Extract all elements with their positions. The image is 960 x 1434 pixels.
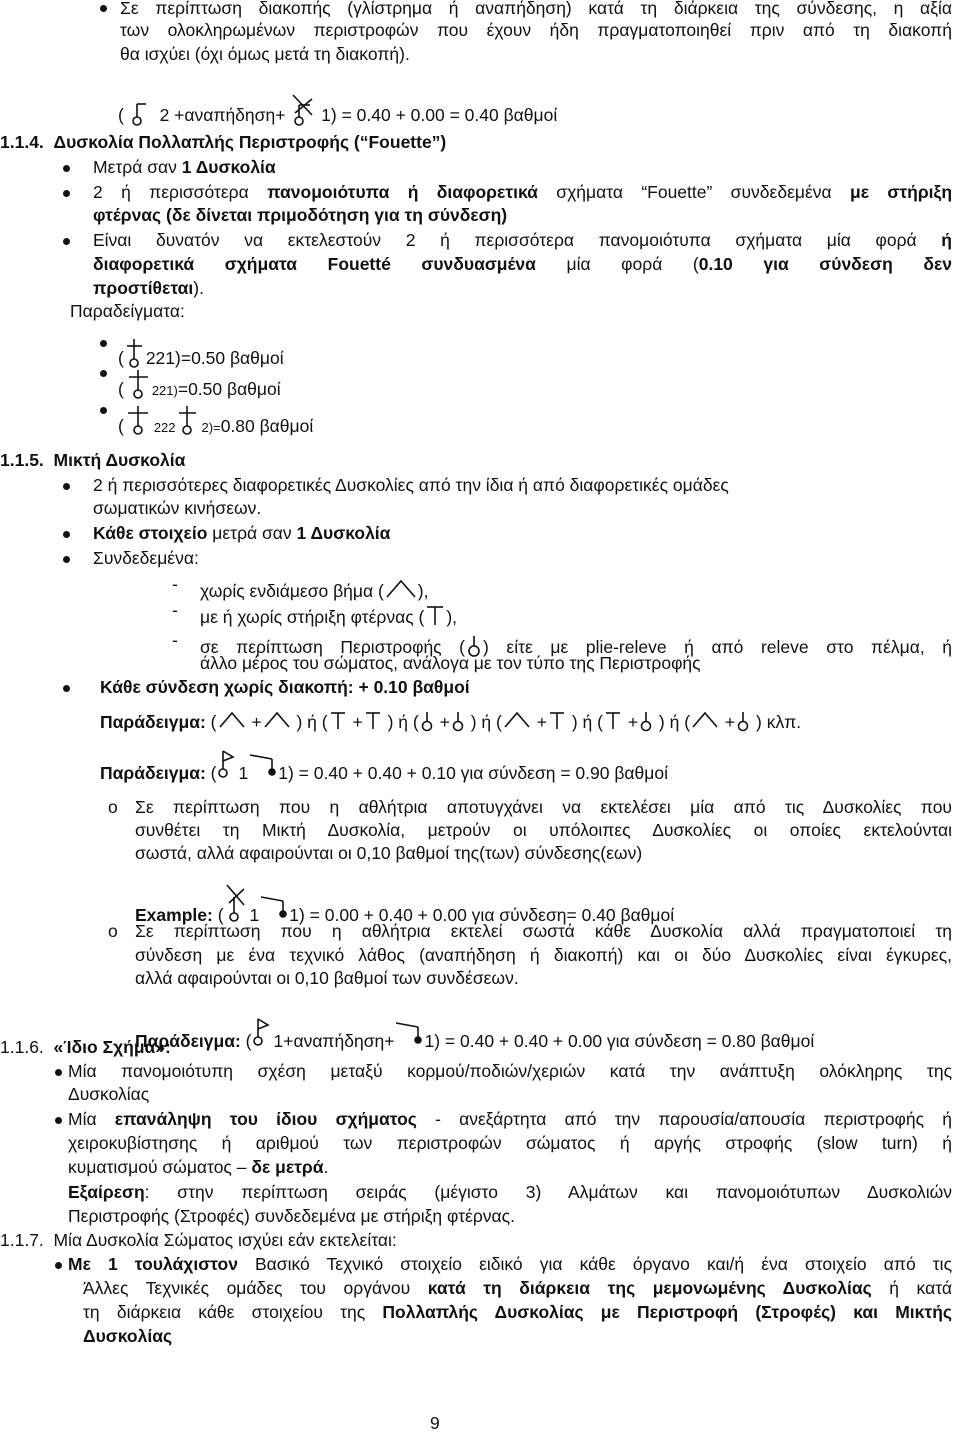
paragraph-line: Σε περίπτωση που η αθλήτρια αποτυγχάνει να εκτελέσει μία από τις Δυσκολίες που (135, 797, 952, 817)
bullet-text: χειροκυβίστησης ή αριθμού των περιστροφών σώματος ή αργής στροφής (slow turn) ή (68, 1133, 952, 1153)
bullet (55, 1069, 62, 1076)
bullet (100, 407, 107, 414)
bullet-text: φτέρνας (δε δίνεται πριμοδότηση για τη σύνδεση) (93, 205, 508, 225)
example-line: ( 221)=0.50 βαθμοί (118, 330, 284, 369)
jump-symbol-icon (690, 709, 720, 731)
paragraph-line: θα ισχύει (όχι όμως μετά τη διακοπή). (120, 44, 410, 64)
example-line: ( 2 +αναπήδηση+ 1) = 0.40 + 0.00 = 0.40 βαθμοί (118, 87, 557, 126)
dash-item: άλλο μέρος του σώματος, ανάλογα με τον τύπο της Περιστροφής (200, 653, 701, 673)
example-line: Παράδειγμα: ( 1+αναπήδηση+ 1) = 0.40 + 0.40 + 0.00 για σύνδεση = 0.80 βαθμοί (135, 1013, 814, 1052)
section-heading: 1.1.7. Μία Δυσκολία Σώματος ισχύει εάν εκτελείται: (0, 1230, 397, 1250)
dash-item: - (172, 600, 178, 620)
bullet-text: Δυσκολίας (83, 1326, 173, 1346)
section-heading: 1.1.6. «Ίδιο Σχήμα»: (0, 1037, 171, 1057)
fouette-symbol-icon (124, 367, 152, 401)
bullet-text: Άλλες Τεχνικές ομάδες του οργάνου κατά τη διάρκεια της μεμονωμένης Δυσκολίας ή κατά (83, 1278, 952, 1298)
example-line: Παράδειγμα: ( 1 1) = 0.40 + 0.40 + 0.10 για σύνδεση = 0.90 βαθμοί (100, 745, 668, 784)
exception-text: Περιστροφής (Στροφές) συνδεδεμένα με στήριξη φτέρνας. (68, 1206, 515, 1226)
leap-symbol-icon (248, 749, 278, 783)
bullet-text: προστίθεται). (93, 278, 204, 298)
section-heading: 1.1.5. Μικτή Δυσκολία (0, 450, 186, 470)
bullet-text: 2 ή περισσότερα πανομοιότυπα ή διαφορετικά σχήματα “Fouette” συνδεδεμένα με στήριξη (93, 182, 953, 202)
rotation-symbol-icon (419, 710, 435, 732)
rotation-crossed-symbol-icon (290, 93, 316, 127)
rotation-symbol-icon (450, 710, 466, 732)
bullet-text: Δυσκολίας (68, 1084, 150, 1104)
bullet (63, 165, 70, 172)
bullet (100, 340, 107, 347)
paragraph-line: Σε περίπτωση που η αθλήτρια εκτελεί σωστά κάθε Δυσκολία αλλά πραγματοποιεί τη (135, 921, 952, 941)
paragraph-line: αλλά αφαιρούνται οι 0,10 βαθμοί των συνδέσεων. (135, 968, 519, 988)
balance-symbol-icon (328, 709, 348, 731)
o-mark: o (108, 921, 118, 941)
dash-item: χωρίς ενδιάμεσο βήμα ( ), (200, 573, 429, 602)
example-line: Παράδειγμα: ( + ) ή ( + ) ή ( + ) ή ( + ) ή ( + ) ή ( + ) κλπ. (100, 706, 801, 733)
jump-symbol-icon (262, 709, 292, 731)
bullet-text: 2 ή περισσότερες διαφορετικές Δυσκολίες από την ίδια ή από διαφορετικές ομάδες (93, 475, 729, 495)
bullet-text: Είναι δυνατόν να εκτελεστούν 2 ή περισσότερα πανομοιότυπα σχήματα μία φορά ή (93, 230, 952, 250)
o-mark: o (108, 797, 118, 817)
balance-symbol-icon (547, 709, 567, 731)
bullet (63, 483, 70, 490)
rotation-flag-symbol-icon (217, 749, 239, 783)
balance-symbol-icon (603, 709, 623, 731)
bullet (63, 685, 70, 692)
bullet-text: διαφορετικά σχήματα Fouetté συνδυασμένα μία φορά (0.10 για σύνδεση δεν (93, 254, 952, 274)
example-line: ( 222 2)=0.80 βαθμοί (118, 398, 313, 439)
bullet-text: Μία επανάληψη του ίδιου σχήματος - ανεξάρτητα από την παρουσία/απουσία περιστροφής ή (68, 1109, 953, 1129)
fouette-symbol-icon (176, 404, 202, 438)
dash-item: σε περίπτωση Περιστροφής ( ) είτε με plie-releve ή από releve στο πέλμα, ή (200, 629, 952, 658)
dash-item: - (172, 574, 178, 594)
bullet (63, 556, 70, 563)
rotation-symbol-icon (638, 710, 654, 732)
page-number: 9 (430, 1413, 440, 1433)
example-line: Example: ( 1 1) = 0.00 + 0.40 + 0.00 για σύνδεση= 0.40 βαθμοί (135, 877, 674, 926)
section-heading: 1.1.4. Δυσκολία Πολλαπλής Περιστροφής (“Fouette”) (0, 132, 447, 152)
bullet-text: Συνδεδεμένα: (93, 548, 199, 568)
fouette-symbol-icon (124, 404, 154, 438)
bullet (63, 238, 70, 245)
bullet-text: τη διάρκεια κάθε στοιχείου της Πολλαπλής Δυσκολίας με Περιστροφή (Στροφές) και Μικτής (83, 1302, 952, 1322)
bullet-text: Μετρά σαν 1 Δυσκολία (93, 157, 276, 177)
jump-symbol-icon (217, 709, 247, 731)
bullet (55, 1117, 62, 1124)
rotation-flag-symbol-icon (252, 1017, 274, 1051)
paragraph-line: σωστά, αλλά αφαιρούνται οι 0,10 βαθμοί της(των) σύνδεσης(εων) (135, 843, 643, 863)
rotation-symbol-icon (735, 710, 751, 732)
bullet (100, 370, 107, 377)
bullet-text: Με 1 τουλάχιστον Βασικό Τεχνικό στοιχείο ειδικό για κάθε όργανο και/ή ένα στοιχείο από τις (68, 1254, 952, 1274)
paragraph-line: σύνδεση με ένα τεχνικό λάθος (αναπήδηση ή διακοπή) και οι δύο Δυσκολίες είναι έγκυρες, (135, 945, 952, 965)
bullet (100, 5, 107, 12)
example-line: ( 221)=0.50 βαθμοί (118, 361, 281, 402)
bullet-text: Μία πανομοιότυπη σχέση μεταξύ κορμού/ποδιών/χεριών κατά την ανάπτυξη ολόκληρης της (68, 1061, 952, 1081)
dash-item: - (172, 630, 178, 650)
paragraph-line: Σε περίπτωση διακοπής (γλίστρημα ή αναπήδηση) κατά τη διάρκεια της σύνδεσης, η αξία (120, 0, 952, 18)
balance-symbol-icon (424, 603, 446, 627)
balance-symbol-icon (363, 709, 383, 731)
bullet-text: σωματικών κινήσεων. (93, 498, 262, 518)
bullet-text: Κάθε σύνδεση χωρίς διακοπή: + 0.10 βαθμοί (100, 677, 470, 697)
exception-text: Εξαίρεση: στην περίπτωση σειράς (μέγιστο 3) Αλμάτων και πανομοιότυπων Δυσκολιών (68, 1182, 952, 1202)
bullet (63, 190, 70, 197)
bullet (63, 531, 70, 538)
bullet (55, 1262, 62, 1269)
leap-symbol-icon (394, 1017, 424, 1051)
bullet-text: Κάθε στοιχείο μετρά σαν 1 Δυσκολία (93, 523, 391, 543)
paragraph-line: των ολοκληρωμένων περιστροφών που έχουν ήδη πραγματοποιηθεί πριν από τη διακοπή (120, 20, 952, 40)
jump-symbol-icon (502, 709, 532, 731)
rotation-symbol-icon (129, 101, 151, 127)
examples-label: Παραδείγματα: (70, 301, 185, 321)
paragraph-line: συνθέτει τη Μικτή Δυσκολία, μετρούν οι υπόλοιπες Δυσκολίες οι οποίες εκτελούνται (135, 820, 952, 840)
dash-item: με ή χωρίς στήριξη φτέρνας ( ), (200, 599, 457, 628)
bullet-text: κυματισμού σώματος – δε μετρά. (68, 1157, 329, 1177)
jump-symbol-icon (384, 577, 418, 601)
